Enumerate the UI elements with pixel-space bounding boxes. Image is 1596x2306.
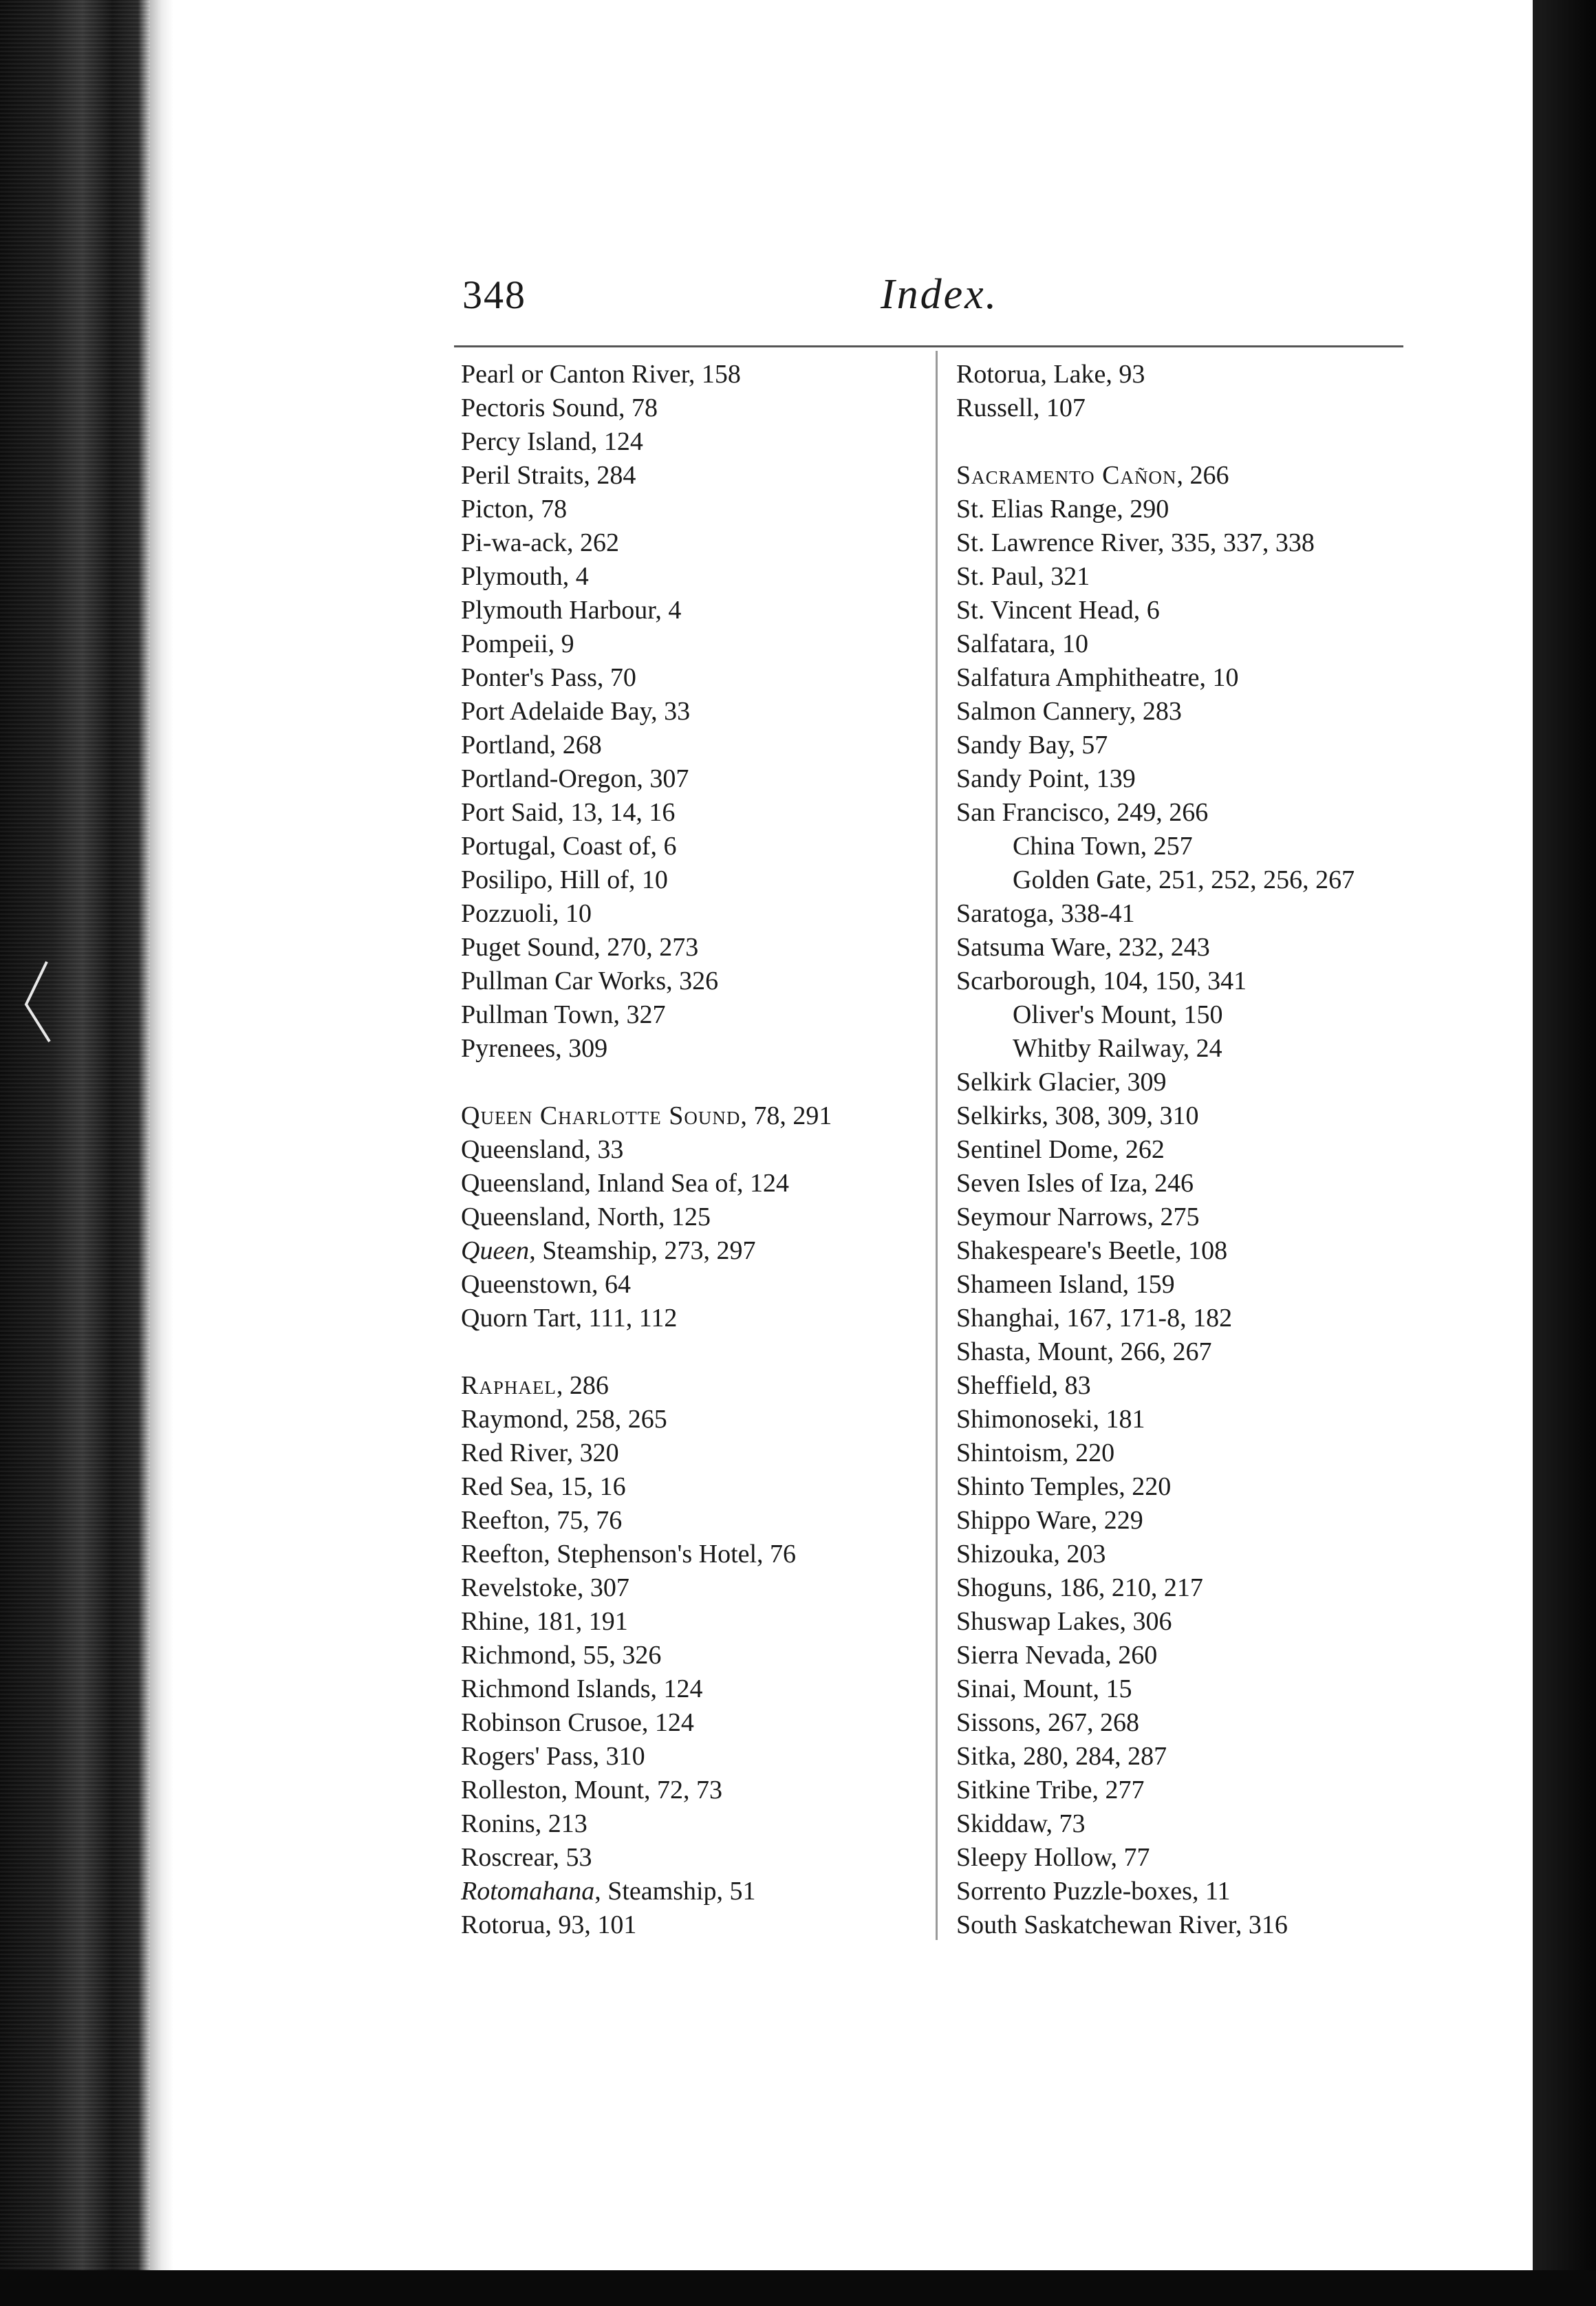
index-entry bbox=[461, 1470, 922, 1504]
index-entry-text: Sorrento Puzzle-boxes, 11 bbox=[956, 1877, 1231, 1906]
index-entry bbox=[956, 1335, 1520, 1369]
index-entry bbox=[956, 1234, 1520, 1268]
index-entry-text: Pearl or Canton River, 158 bbox=[461, 360, 741, 389]
index-entry bbox=[956, 1200, 1520, 1234]
index-entry bbox=[956, 1470, 1520, 1504]
index-entry-text: Oliver's Mount, 150 bbox=[1013, 1000, 1223, 1029]
index-entry-text: Satsuma Ware, 232, 243 bbox=[956, 933, 1210, 962]
index-entry-text: , Steamship, 51 bbox=[594, 1877, 756, 1906]
index-entry-text: Plymouth Harbour, 4 bbox=[461, 596, 682, 625]
scan-right-border bbox=[1533, 0, 1596, 2306]
index-entry-text: Reefton, 75, 76 bbox=[461, 1506, 623, 1535]
index-letter-head: Queen Charlotte Sound bbox=[461, 1101, 741, 1130]
index-entry-text: Golden Gate, 251, 252, 256, 267 bbox=[1013, 865, 1355, 894]
index-entry bbox=[956, 1538, 1520, 1571]
page-header bbox=[454, 272, 1403, 327]
index-entry-text: Picton, 78 bbox=[461, 495, 568, 524]
index-entry-text: Richmond Islands, 124 bbox=[461, 1674, 703, 1703]
index-entry bbox=[461, 1369, 922, 1403]
index-entry bbox=[956, 1605, 1520, 1639]
index-entry-text: Portland-Oregon, 307 bbox=[461, 764, 689, 793]
index-entry-text: Scarborough, 104, 150, 341 bbox=[956, 967, 1247, 995]
index-entry bbox=[461, 1200, 922, 1234]
index-entry-text: Shanghai, 167, 171-8, 182 bbox=[956, 1304, 1233, 1333]
index-letter-head: Sacramento Cañon bbox=[956, 461, 1177, 490]
index-entry-text: Pyrenees, 309 bbox=[461, 1034, 608, 1063]
index-entry-text: Shakespeare's Beetle, 108 bbox=[956, 1236, 1228, 1265]
index-entry bbox=[956, 391, 1520, 425]
index-entry bbox=[956, 627, 1520, 661]
index-entry-text: Shizouka, 203 bbox=[956, 1540, 1106, 1569]
index-entry-text: Shasta, Mount, 266, 267 bbox=[956, 1337, 1212, 1366]
index-entry bbox=[956, 1807, 1520, 1841]
index-entry bbox=[461, 661, 922, 695]
index-entry bbox=[461, 965, 922, 998]
index-entry bbox=[461, 1639, 922, 1672]
index-entry bbox=[461, 695, 922, 729]
index-entry-text: Richmond, 55, 326 bbox=[461, 1641, 662, 1670]
index-entry-text: Selkirks, 308, 309, 310 bbox=[956, 1101, 1199, 1130]
index-entry-text: Russell, 107 bbox=[956, 394, 1086, 422]
index-entry-text: Revelstoke, 307 bbox=[461, 1573, 629, 1602]
index-entry-text: Selkirk Glacier, 309 bbox=[956, 1068, 1167, 1097]
index-entry bbox=[956, 1571, 1520, 1605]
index-entry bbox=[461, 1807, 922, 1841]
column-divider bbox=[936, 351, 938, 1940]
index-entry bbox=[461, 1875, 922, 1908]
index-entry bbox=[461, 1099, 922, 1133]
page-number: 348 bbox=[462, 272, 526, 317]
index-entry bbox=[461, 459, 922, 493]
index-entry-text: Raymond, 258, 265 bbox=[461, 1405, 667, 1434]
index-entry bbox=[461, 594, 922, 627]
header-rule bbox=[454, 345, 1403, 347]
index-entry-text: Pectoris Sound, 78 bbox=[461, 394, 658, 422]
index-entry bbox=[461, 863, 922, 897]
index-section-gap bbox=[956, 425, 1520, 459]
page-outer-margin bbox=[1524, 0, 1533, 2306]
index-entry bbox=[461, 729, 922, 762]
index-section-gap bbox=[461, 1335, 922, 1369]
index-entry-text: San Francisco, 249, 266 bbox=[956, 798, 1209, 827]
index-entry bbox=[461, 391, 922, 425]
index-entry-text: Salmon Cannery, 283 bbox=[956, 697, 1182, 726]
index-entry-text: Sentinel Dome, 262 bbox=[956, 1135, 1165, 1164]
index-entry bbox=[461, 560, 922, 594]
index-entry bbox=[461, 762, 922, 796]
index-entry bbox=[461, 1268, 922, 1302]
index-entry-text: Sissons, 267, 268 bbox=[956, 1708, 1140, 1737]
index-entry bbox=[461, 1706, 922, 1740]
index-entry-text: Plymouth, 4 bbox=[461, 562, 589, 591]
index-entry bbox=[956, 661, 1520, 695]
index-entry-text: Shippo Ware, 229 bbox=[956, 1506, 1143, 1535]
index-column-left bbox=[461, 358, 922, 1942]
index-entry-text: China Town, 257 bbox=[1013, 832, 1193, 861]
index-entry bbox=[956, 358, 1520, 391]
index-entry bbox=[956, 1403, 1520, 1436]
index-entry-text: , 78, 291 bbox=[740, 1101, 832, 1130]
index-entry-text: Sierra Nevada, 260 bbox=[956, 1641, 1158, 1670]
index-column-right bbox=[956, 358, 1520, 1942]
index-entry bbox=[956, 1672, 1520, 1706]
index-entry-text: Skiddaw, 73 bbox=[956, 1809, 1086, 1838]
index-section-gap bbox=[461, 1066, 922, 1099]
index-entry bbox=[956, 729, 1520, 762]
index-entry bbox=[956, 1369, 1520, 1403]
index-entry bbox=[461, 526, 922, 560]
index-entry bbox=[956, 695, 1520, 729]
index-entry-text: Quorn Tart, 111, 112 bbox=[461, 1304, 678, 1333]
index-entry bbox=[461, 1167, 922, 1200]
index-entry-text: Queensland, North, 125 bbox=[461, 1203, 711, 1231]
index-entry-text: Seymour Narrows, 275 bbox=[956, 1203, 1200, 1231]
index-entry-text: Seven Isles of Iza, 246 bbox=[956, 1169, 1194, 1198]
page-inner-edge bbox=[150, 0, 173, 2306]
index-entry bbox=[956, 796, 1520, 830]
index-entry-text: Reefton, Stephenson's Hotel, 76 bbox=[461, 1540, 797, 1569]
index-entry-text: Port Said, 13, 14, 16 bbox=[461, 798, 676, 827]
index-entry bbox=[461, 358, 922, 391]
page-clip-mark bbox=[19, 956, 61, 1046]
index-entry bbox=[956, 1436, 1520, 1470]
index-entry-text: Shinto Temples, 220 bbox=[956, 1472, 1172, 1501]
index-entry-text: Ronins, 213 bbox=[461, 1809, 587, 1838]
index-entry bbox=[461, 1538, 922, 1571]
index-entry-text: St. Lawrence River, 335, 337, 338 bbox=[956, 528, 1315, 557]
index-entry bbox=[956, 1774, 1520, 1807]
index-entry bbox=[461, 1436, 922, 1470]
index-entry bbox=[461, 1032, 922, 1066]
index-entry bbox=[461, 897, 922, 931]
index-entry-text: Queensland, 33 bbox=[461, 1135, 624, 1164]
index-entry bbox=[956, 762, 1520, 796]
index-entry-text: Saratoga, 338-41 bbox=[956, 899, 1135, 928]
index-entry-text: South Saskatchewan River, 316 bbox=[956, 1910, 1288, 1939]
index-entry-text: Sandy Point, 139 bbox=[956, 764, 1136, 793]
index-entry-text: Pullman Car Works, 326 bbox=[461, 967, 719, 995]
index-entry bbox=[956, 1841, 1520, 1875]
index-entry bbox=[956, 1706, 1520, 1740]
index-entry bbox=[461, 627, 922, 661]
index-entry bbox=[956, 594, 1520, 627]
index-entry-text: St. Vincent Head, 6 bbox=[956, 596, 1160, 625]
index-entry-text: Pullman Town, 327 bbox=[461, 1000, 666, 1029]
index-entry-text: Queenstown, 64 bbox=[461, 1270, 631, 1299]
index-entry-text: Pozzuoli, 10 bbox=[461, 899, 592, 928]
index-entry-text: Sitka, 280, 284, 287 bbox=[956, 1742, 1167, 1771]
index-entry-text: Rotorua, 93, 101 bbox=[461, 1910, 637, 1939]
index-entry bbox=[461, 1571, 922, 1605]
index-entry bbox=[461, 796, 922, 830]
index-subentry bbox=[956, 998, 1520, 1032]
index-letter-head: Raphael bbox=[461, 1371, 557, 1400]
index-italic-name: Rotomahana bbox=[461, 1877, 595, 1906]
index-entry-text: Rotorua, Lake, 93 bbox=[956, 360, 1145, 389]
index-entry bbox=[461, 493, 922, 526]
index-entry bbox=[461, 1234, 922, 1268]
index-entry-text: Percy Island, 124 bbox=[461, 427, 643, 456]
index-entry-text: , Steamship, 273, 297 bbox=[529, 1236, 756, 1265]
index-entry bbox=[956, 1066, 1520, 1099]
index-entry bbox=[956, 493, 1520, 526]
index-entry bbox=[461, 1740, 922, 1774]
index-entry bbox=[461, 1504, 922, 1538]
index-entry-text: Red Sea, 15, 16 bbox=[461, 1472, 626, 1501]
index-entry-text: Portland, 268 bbox=[461, 731, 602, 759]
index-entry bbox=[956, 897, 1520, 931]
index-entry-text: Queensland, Inland Sea of, 124 bbox=[461, 1169, 789, 1198]
index-italic-name: Queen bbox=[461, 1236, 530, 1265]
index-entry-text: St. Paul, 321 bbox=[956, 562, 1090, 591]
index-entry bbox=[461, 1403, 922, 1436]
index-entry-text: Salfatara, 10 bbox=[956, 629, 1089, 658]
index-entry-text: Sandy Bay, 57 bbox=[956, 731, 1108, 759]
index-entry bbox=[956, 965, 1520, 998]
index-entry bbox=[461, 1774, 922, 1807]
index-entry-text: Sitkine Tribe, 277 bbox=[956, 1776, 1145, 1804]
index-entry bbox=[461, 1672, 922, 1706]
index-entry bbox=[956, 1908, 1520, 1942]
index-entry bbox=[461, 425, 922, 459]
index-entry bbox=[461, 830, 922, 863]
index-entry bbox=[956, 526, 1520, 560]
index-entry bbox=[956, 931, 1520, 965]
scan-bottom-border bbox=[0, 2270, 1596, 2306]
index-entry-text: Port Adelaide Bay, 33 bbox=[461, 697, 691, 726]
index-entry bbox=[956, 1302, 1520, 1335]
index-entry bbox=[461, 1133, 922, 1167]
index-entry-text: Sheffield, 83 bbox=[956, 1371, 1091, 1400]
index-entry bbox=[461, 1908, 922, 1942]
index-entry-text: Robinson Crusoe, 124 bbox=[461, 1708, 694, 1737]
index-entry bbox=[956, 1133, 1520, 1167]
index-entry bbox=[956, 1639, 1520, 1672]
index-entry-text: Sleepy Hollow, 77 bbox=[956, 1843, 1150, 1872]
index-entry-text: , 266 bbox=[1176, 461, 1229, 490]
index-entry bbox=[956, 1504, 1520, 1538]
index-subentry bbox=[956, 863, 1520, 897]
page-title: Index. bbox=[881, 271, 999, 318]
index-entry-text: Pi-wa-ack, 262 bbox=[461, 528, 620, 557]
index-entry-text: Whitby Railway, 24 bbox=[1013, 1034, 1222, 1063]
index-entry-text: Rhine, 181, 191 bbox=[461, 1607, 628, 1636]
index-entry bbox=[956, 1875, 1520, 1908]
index-entry bbox=[956, 1099, 1520, 1133]
index-entry bbox=[461, 1605, 922, 1639]
index-entry-text: Ponter's Pass, 70 bbox=[461, 663, 636, 692]
index-entry-text: Shameen Island, 159 bbox=[956, 1270, 1175, 1299]
index-entry bbox=[461, 931, 922, 965]
index-subentry bbox=[956, 1032, 1520, 1066]
index-entry bbox=[956, 459, 1520, 493]
index-subentry bbox=[956, 830, 1520, 863]
index-entry-text: Shuswap Lakes, 306 bbox=[956, 1607, 1172, 1636]
index-entry-text: Posilipo, Hill of, 10 bbox=[461, 865, 668, 894]
index-entry-text: Peril Straits, 284 bbox=[461, 461, 636, 490]
index-entry-text: Rogers' Pass, 310 bbox=[461, 1742, 645, 1771]
index-entry-text: Shoguns, 186, 210, 217 bbox=[956, 1573, 1203, 1602]
index-entry bbox=[956, 1268, 1520, 1302]
index-entry-text: Salfatura Amphitheatre, 10 bbox=[956, 663, 1239, 692]
index-entry-text: Rolleston, Mount, 72, 73 bbox=[461, 1776, 723, 1804]
index-entry bbox=[956, 1167, 1520, 1200]
index-entry-text: St. Elias Range, 290 bbox=[956, 495, 1169, 524]
index-entry bbox=[956, 560, 1520, 594]
index-entry-text: Pompeii, 9 bbox=[461, 629, 574, 658]
index-entry-text: Shimonoseki, 181 bbox=[956, 1405, 1145, 1434]
index-entry-text: Puget Sound, 270, 273 bbox=[461, 933, 699, 962]
index-entry bbox=[461, 1302, 922, 1335]
index-entry bbox=[461, 998, 922, 1032]
index-entry bbox=[956, 1740, 1520, 1774]
index-entry-text: , 286 bbox=[556, 1371, 609, 1400]
index-entry-text: Red River, 320 bbox=[461, 1438, 619, 1467]
index-entry-text: Sinai, Mount, 15 bbox=[956, 1674, 1132, 1703]
index-entry-text: Portugal, Coast of, 6 bbox=[461, 832, 677, 861]
scan-binding-texture bbox=[0, 0, 150, 2306]
index-entry-text: Roscrear, 53 bbox=[461, 1843, 592, 1872]
index-entry-text: Shintoism, 220 bbox=[956, 1438, 1115, 1467]
index-entry bbox=[461, 1841, 922, 1875]
